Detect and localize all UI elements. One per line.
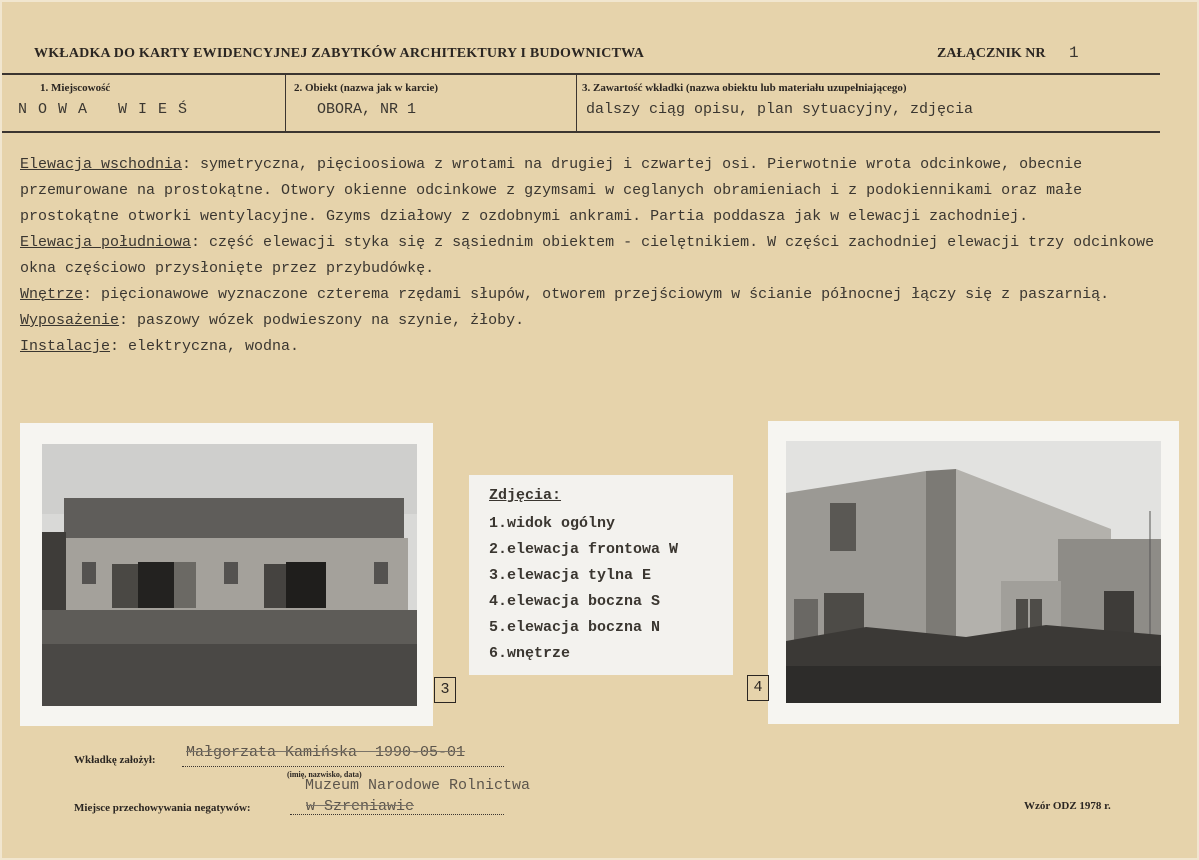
field-divider-2 xyxy=(576,75,577,131)
card-title: WKŁADKA DO KARTY EWIDENCYJNEJ ZABYTKÓW ARCHITEKTURY I BUDOWNICTWA xyxy=(34,46,645,61)
place-value: N O W A W I E Ś xyxy=(18,101,189,118)
photo-east-elevation xyxy=(20,423,433,726)
negatives-label: Miejsce przechowywania negatywów: xyxy=(74,802,251,814)
desc-south-heading: Elewacja południowa xyxy=(20,234,192,251)
form-code: Wzór ODZ 1978 r. xyxy=(1024,800,1111,812)
desc-equipment xyxy=(20,308,1185,334)
desc-east-body: : symetryczna, pięcioosiowa z wrotami na drugiej i czwartej osi. Pierwotnie wrota odcinkowe, obecnie przemurowane na prostokątne. Otwory okienne odcinkowe z gzymsami w ceglanych obramieniach i z podokiennikami oraz małe prostokątne otworki wentylacyjne. Gzyms działowy z ozdobnymi ankrami. Partia poddasza jak w elewacji zachodniej. xyxy=(20,156,1083,225)
header-rule-top xyxy=(2,73,1160,75)
photo-list-item: 4.elewacja boczna S xyxy=(489,593,661,610)
desc-east-heading: Elewacja wschodnia xyxy=(20,156,183,173)
field-divider-1 xyxy=(285,75,286,131)
photo-south-elevation xyxy=(768,421,1179,724)
photo-list-heading: Zdjęcia: xyxy=(489,487,562,504)
contents-label: 3. Zawartość wkładki (nazwa obiektu lub materiału uzupełniającego) xyxy=(582,82,907,94)
object-label: 2. Obiekt (nazwa jak w karcie) xyxy=(294,82,439,94)
photo-list-item: 2.elewacja frontowa W xyxy=(489,541,679,558)
attachment-number: 1 xyxy=(1069,44,1079,62)
photo-list-item: 6.wnętrze xyxy=(489,645,571,662)
created-by-line xyxy=(182,766,504,767)
photo-list xyxy=(489,511,678,667)
desc-interior-body: : pięcionawowe wyznaczone czterema rzędami słupów, otworem przejściowym w ścianie północnej łączy się z paszarnią. xyxy=(83,286,1110,303)
barn-south-photo xyxy=(786,441,1161,703)
photo-list-note xyxy=(469,475,733,675)
photo-number-left: 3 xyxy=(434,677,456,703)
photo-list-item: 3.elewacja tylna E xyxy=(489,567,652,584)
desc-east-elevation xyxy=(20,152,1185,230)
desc-south-body: : część elewacji styka się z sąsiednim obiektem - cielętnikiem. W części zachodniej elewacji trzy odcinkowe okna częściowo przysłonięte przez przybudówkę. xyxy=(20,234,1155,277)
desc-equipment-body: : paszowy wózek podwieszony na szynie, żłoby. xyxy=(119,312,525,329)
photo-list-item: 5.elewacja boczna N xyxy=(489,619,661,636)
place-label: 1. Miejscowość xyxy=(40,82,111,94)
description-text xyxy=(20,152,1185,360)
photo-list-item: 1.widok ogólny xyxy=(489,515,616,532)
created-by-value: Małgorzata Kamińska 1990-05-01 xyxy=(186,744,466,761)
created-by-hint: (imię, nazwisko, data) xyxy=(287,770,362,779)
photo-number-right: 4 xyxy=(747,675,769,701)
desc-installations xyxy=(20,334,1185,360)
barn-east-photo xyxy=(42,444,417,706)
desc-interior xyxy=(20,282,1185,308)
object-value: OBORA, NR 1 xyxy=(317,101,417,118)
negatives-value-line2: w Szreniawie xyxy=(306,798,415,815)
desc-equipment-heading: Wyposażenie xyxy=(20,312,120,329)
desc-installations-body: : elektryczna, wodna. xyxy=(110,338,300,355)
header-rule-bottom xyxy=(2,131,1160,133)
desc-interior-heading: Wnętrze xyxy=(20,286,84,303)
created-by-label: Wkładkę założył: xyxy=(74,754,156,766)
desc-south-elevation xyxy=(20,230,1185,282)
negatives-value-line1: Muzeum Narodowe Rolnictwa xyxy=(305,777,531,794)
desc-installations-heading: Instalacje xyxy=(20,338,111,355)
contents-value: dalszy ciąg opisu, plan sytuacyjny, zdjęcia xyxy=(586,101,974,118)
attachment-label: ZAŁĄCZNIK NR xyxy=(937,46,1046,61)
